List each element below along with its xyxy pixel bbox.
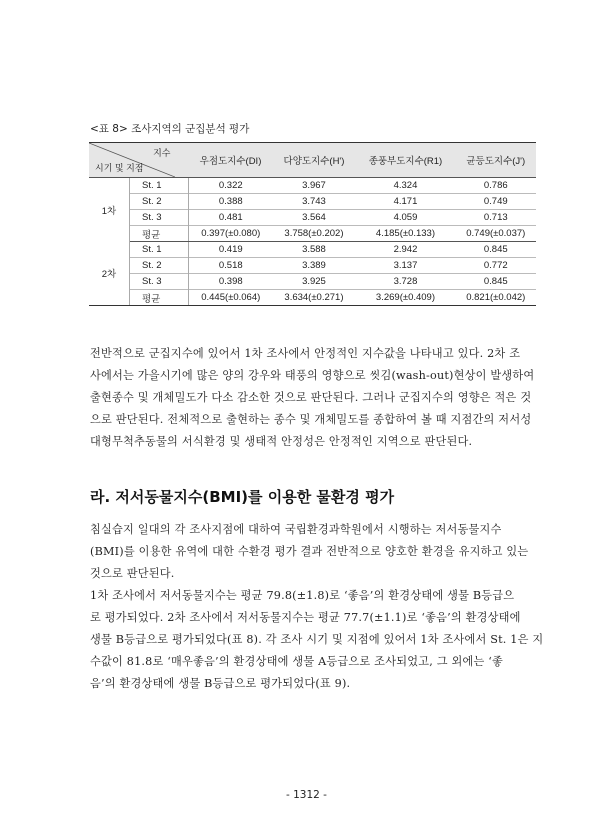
community-index-table <box>89 142 536 306</box>
value-cell: 3.634(±0.271) <box>273 290 356 306</box>
value-cell: 3.728 <box>355 274 455 290</box>
value-cell: 0.322 <box>218 180 243 191</box>
site-cell: 평균 <box>130 226 189 242</box>
text-line: 생물 B등급으로 평가되었다(표 8). 각 조사 시기 및 지점에 있어서 1차 조사에서 St. 1은 지 <box>90 633 544 646</box>
table-row <box>89 178 536 194</box>
value-cell: 3.389 <box>273 258 356 274</box>
diag-bottom-label: 시기 및 지점 <box>95 163 144 173</box>
page-number: - 1312 - <box>286 789 327 801</box>
value-cell: 0.388 <box>189 194 273 210</box>
table-row <box>89 194 536 210</box>
table-header-row <box>89 143 536 178</box>
value-cell: 3.564 <box>273 210 356 226</box>
value-cell: 3.925 <box>273 274 356 290</box>
value-cell: 0.398 <box>189 274 273 290</box>
value-cell: 4.324 <box>393 180 418 191</box>
text-line: 사에서는 가을시기에 많은 양의 강우와 태풍의 영향으로 씻김(wash-out)현상이 발생하여 <box>90 369 535 382</box>
value-cell: 0.397(±0.080) <box>189 226 273 242</box>
text-line: 출현종수 및 개체밀도가 다소 감소한 것으로 판단된다. 그러나 군집지수의 영향은 적은 것 <box>90 391 532 404</box>
paragraph-bmi-results <box>90 585 543 695</box>
text-line: 것으로 판단된다. <box>90 567 175 580</box>
value-cell: 0.786 <box>483 180 508 191</box>
value-cell: 0.419 <box>218 244 243 255</box>
value-cell: 4.185(±0.133) <box>355 226 455 242</box>
section-heading: 라. 저서동물지수(BMI)를 이용한 물환경 평가 <box>90 488 395 506</box>
text-line: 수값이 81.8로 ‘매우좋음’의 환경상태에 생물 A등급으로 조사되었고, 그 외에는 ‘좋 <box>90 655 504 668</box>
value-cell: 0.772 <box>456 258 536 274</box>
text-line: 1차 조사에서 저서동물지수는 평균 79.8(±1.8)로 ‘좋음’의 환경상태에 생물 B등급으 <box>90 589 515 602</box>
period-cell-1: 1차 <box>89 178 130 242</box>
text-line: 로 평가되었다. 2차 조사에서 저서동물지수는 평균 77.7(±1.1)로 ‘좋음’의 환경상태에 <box>90 611 521 624</box>
site-cell: St. 3 <box>130 210 189 226</box>
table-caption: <표 8> 조사지역의 군집분석 평가 <box>90 123 250 135</box>
table-row <box>89 274 536 290</box>
text-line: (BMI)를 이용한 유역에 대한 수환경 평가 결과 전반적으로 양호한 환경을 유지하고 있는 <box>90 545 529 558</box>
paragraph-bmi-intro <box>90 519 528 585</box>
text-line: 음’의 환경상태에 생물 B등급으로 평가되었다(표 9). <box>90 677 351 690</box>
value-cell: 3.758(±0.202) <box>273 226 356 242</box>
value-cell: 4.059 <box>355 210 455 226</box>
value-cell: 0.481 <box>189 210 273 226</box>
text-line: 전반적으로 군집지수에 있어서 1차 조사에서 안정적인 지수값을 나타내고 있다. 2차 조 <box>90 347 521 360</box>
site-cell: St. 2 <box>130 258 189 274</box>
value-cell: 0.749(±0.037) <box>456 226 536 242</box>
table-row <box>89 242 536 258</box>
col-header-di: 우점도지수(DI) <box>189 143 273 178</box>
site-cell: St. 1 <box>130 242 189 258</box>
value-cell: 0.845 <box>483 244 508 255</box>
site-cell: St. 2 <box>130 194 189 210</box>
table-row <box>89 258 536 274</box>
value-cell: 3.743 <box>273 194 356 210</box>
period-cell-2: 2차 <box>89 242 130 306</box>
text-line: 침실습지 일대의 각 조사지점에 대하여 국립환경과학원에서 시행하는 저서동물지수 <box>90 523 502 536</box>
value-cell: 3.967 <box>302 180 326 191</box>
paragraph-community-summary <box>90 343 534 453</box>
site-cell: St. 3 <box>130 274 189 290</box>
value-cell: 0.445(±0.064) <box>189 290 273 306</box>
value-cell: 3.269(±0.409) <box>355 290 455 306</box>
table-row <box>89 210 536 226</box>
col-header-h: 다양도지수(H') <box>273 143 356 178</box>
diagonal-header-cell <box>89 143 189 178</box>
table-row-average <box>89 290 536 306</box>
value-cell: 4.171 <box>355 194 455 210</box>
value-cell: 0.845 <box>456 274 536 290</box>
col-header-r1: 종풍부도지수(R1) <box>355 143 455 178</box>
text-line: 으로 판단된다. 전체적으로 출현하는 종수 및 개체밀도를 종합하여 볼 때 지점간의 저서성 <box>90 413 532 426</box>
value-cell: 0.749 <box>456 194 536 210</box>
col-header-j: 균등도지수(J') <box>456 143 536 178</box>
value-cell: 3.588 <box>302 244 326 255</box>
site-cell: 평균 <box>130 290 189 306</box>
value-cell: 0.518 <box>189 258 273 274</box>
value-cell: 0.821(±0.042) <box>456 290 536 306</box>
value-cell: 2.942 <box>393 244 418 255</box>
value-cell: 0.713 <box>456 210 536 226</box>
value-cell: 3.137 <box>355 258 455 274</box>
diag-top-label: 지수 <box>153 148 171 158</box>
text-line: 대형무척추동물의 서식환경 및 생태적 안정성은 안정적인 지역으로 판단된다. <box>90 435 473 448</box>
table-row-average <box>89 226 536 242</box>
site-cell: St. 1 <box>130 178 189 194</box>
